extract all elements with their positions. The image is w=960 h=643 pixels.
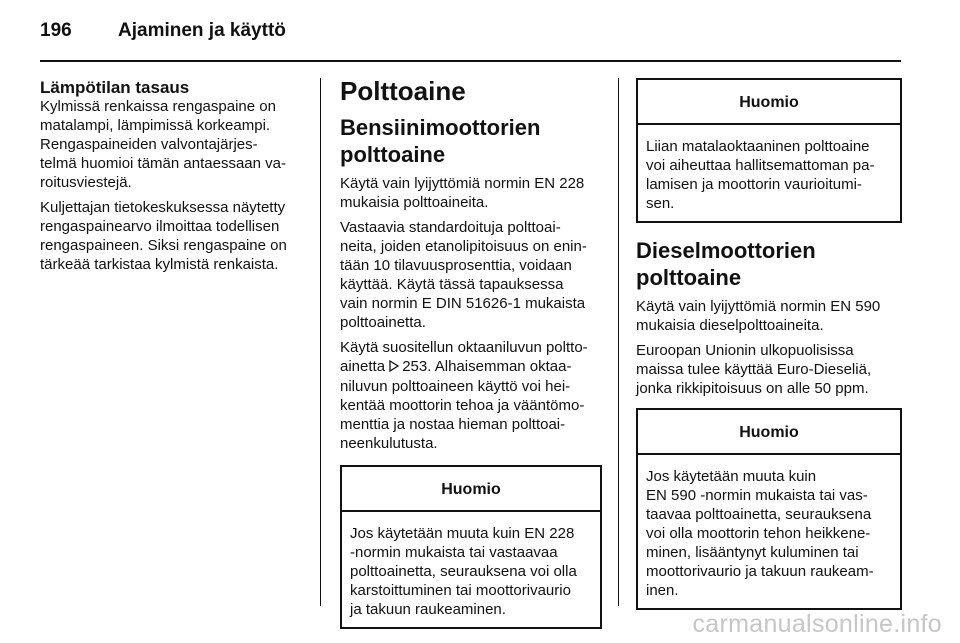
subsection-title: Dieselmoottorien polttoaine — [636, 238, 816, 290]
page-header — [40, 15, 286, 47]
page-reference-link[interactable]: 253 — [402, 358, 428, 375]
watermark: carmanualsonline.info — [692, 610, 942, 638]
notice-text: Jos käytetään muuta kuin EN 228 -normin mukaista tai vastaavaa polttoainetta, seurauksena voi olla karstoittuminen tai moottorivaurio ja takuun raukeaminen. — [350, 525, 577, 618]
notice-box — [340, 465, 602, 629]
notice-title: Huomio — [638, 410, 900, 455]
paragraph: Euroopan Unionin ulkopuolisissa maissa tulee käyttää Euro-Dieseliä, jonka rikkipitoisuus on alle 50 ppm. — [636, 342, 872, 397]
column-divider — [320, 78, 321, 606]
paragraph: Käytä vain lyijyttömiä normin EN 590 mukaisia dieselpolttoaineita. — [636, 298, 881, 334]
column-middle — [340, 76, 602, 643]
column-right — [636, 78, 902, 624]
paragraph-text: . Alhaisemman oktaa- niluvun polttoaineen käyttö voi hei- kentää moottorin tehoa ja vääntömo- menttia ja nostaa hieman polttoai- neenkulutusta. — [340, 358, 585, 452]
page-number: 196 — [40, 20, 72, 41]
paragraph: Kylmissä renkaissa rengaspaine on matalampi, lämpimissä korkeampi. Rengaspaineiden valvontajärjes- telmä huomioi tämän antaessaan va- roitusviestejä. — [40, 98, 286, 191]
section-title: Polttoaine — [340, 76, 466, 106]
notice-box — [636, 78, 902, 223]
column-divider — [618, 78, 619, 606]
chapter-title: Ajaminen ja käyttö — [118, 20, 286, 41]
paragraph — [340, 338, 602, 453]
section-heading: Lämpötilan tasaus — [40, 78, 190, 97]
notice-box — [636, 408, 902, 610]
subsection-title: Bensiinimoottorien polttoaine — [340, 115, 541, 167]
notice-text: Liian matalaoktaaninen polttoaine voi aiheuttaa hallitsemattoman pa- lamisen ja moottorin vaurioitumi- sen. — [646, 138, 875, 212]
arrow-reference-icon — [389, 358, 400, 377]
notice-text: Jos käytetään muuta kuin EN 590 -normin mukaista tai vas- taavaa polttoainetta, seurauksena voi olla moottorin tehon heikkene- minen, lisääntynyt kuluminen tai moottorivaurio ja takuun raukeam- inen. — [646, 468, 874, 599]
column-left — [40, 78, 312, 280]
paragraph: Vastaavia standardoituja polttoai- neita, joiden etanolipitoisuus on enin- tään 10 tilavuusprosenttia, voidaan käyttää. Käytä tässä tapauksessa vain normin E DIN 51626-1 mukaista polttoainetta. — [340, 219, 587, 331]
paragraph-text: Käytä suositellun oktaaniluvun poltto- ainetta — [340, 339, 588, 375]
notice-title: Huomio — [638, 80, 900, 125]
notice-title: Huomio — [342, 467, 600, 512]
paragraph: Käytä vain lyijyttömiä normin EN 228 mukaisia polttoaineita. — [340, 175, 585, 211]
header-rule — [40, 60, 901, 62]
paragraph: Kuljettajan tietokeskuksessa näytetty rengaspainearvo ilmoittaa todellisen rengaspaineen. Siksi rengaspaine on tärkeää tarkistaa kylmistä renkaista. — [40, 199, 287, 273]
